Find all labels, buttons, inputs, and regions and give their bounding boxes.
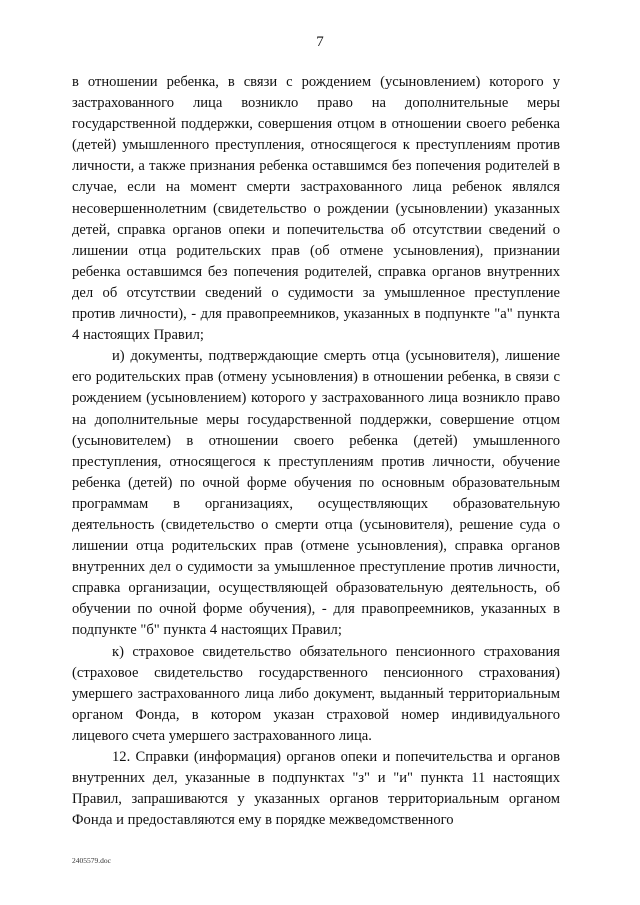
- document-body: [72, 72, 560, 831]
- page-number: 7: [316, 34, 324, 50]
- footer-file-code: 2405579.doc: [72, 856, 111, 865]
- paragraph-item-i: и) документы, подтверждающие смерть отца (усыновителя), лишение его родительских прав (отмену усыновления) в отношении ребенка, в связи с рождением (усыновлением) которого у застрахованного лица возникло право на дополнительные меры государственной поддержки, совершение отцом (усыновителем) в отношении своего ребенка (детей) умышленного преступления, относящегося к преступлениям против личности, обучение ребенка (детей) по очной форме обучения по основным образовательным программам в организациях, осуществляющих образовательную деятельность (свидетельство о смерти отца (усыновителя), решение суда о лишении отца родительских прав (отмене усыновления), справка органов внутренних дел о судимости за умышленное преступление против личности, справка организации, осуществляющей образовательную деятельность, об обучении по очной форме обучения), - для правопреемников, указанных в подпункте "б" пункта 4 настоящих Правил;: [72, 348, 560, 639]
- paragraph-item-k: к) страховое свидетельство обязательного пенсионного страхования (страховое свидетельство государственного пенсионного страхования) умершего застрахованного лица либо документ, выданный территориальным органом Фонда, в котором указан страховой номер индивидуального лицевого счета умершего застрахованного лица.: [72, 643, 560, 744]
- paragraph-12: 12. Справки (информация) органов опеки и попечительства и органов внутренних дел, указанные в подпунктах "з" и "и" пункта 11 настоящих Правил, запрашиваются у указанных органов территориальным органом Фонда и предоставляются ему в порядке межведомственного: [72, 749, 560, 829]
- paragraph-continuation: в отношении ребенка, в связи с рождением (усыновлением) которого у застрахованного лица возникло право на дополнительные меры государственной поддержки, совершения отцом в отношении своего ребенка (детей) умышленного преступления, относящегося к преступлениям против личности, а также признания ребенка оставшимся без попечения родителей в случае, если на момент смерти застрахованного лица ребенок являлся несовершеннолетним (свидетельство о рождении (усыновлении) указанных детей, справка органов опеки и попечительства об отсутствии сведений о лишении отца родительских прав (об отмене усыновления), признании ребенка оставшимся без попечения родителей, справка органов внутренних дел об отсутствии сведений о судимости за умышленное преступление против личности), - для правопреемников, указанных в подпункте "а" пункта 4 настоящих Правил;: [72, 74, 560, 344]
